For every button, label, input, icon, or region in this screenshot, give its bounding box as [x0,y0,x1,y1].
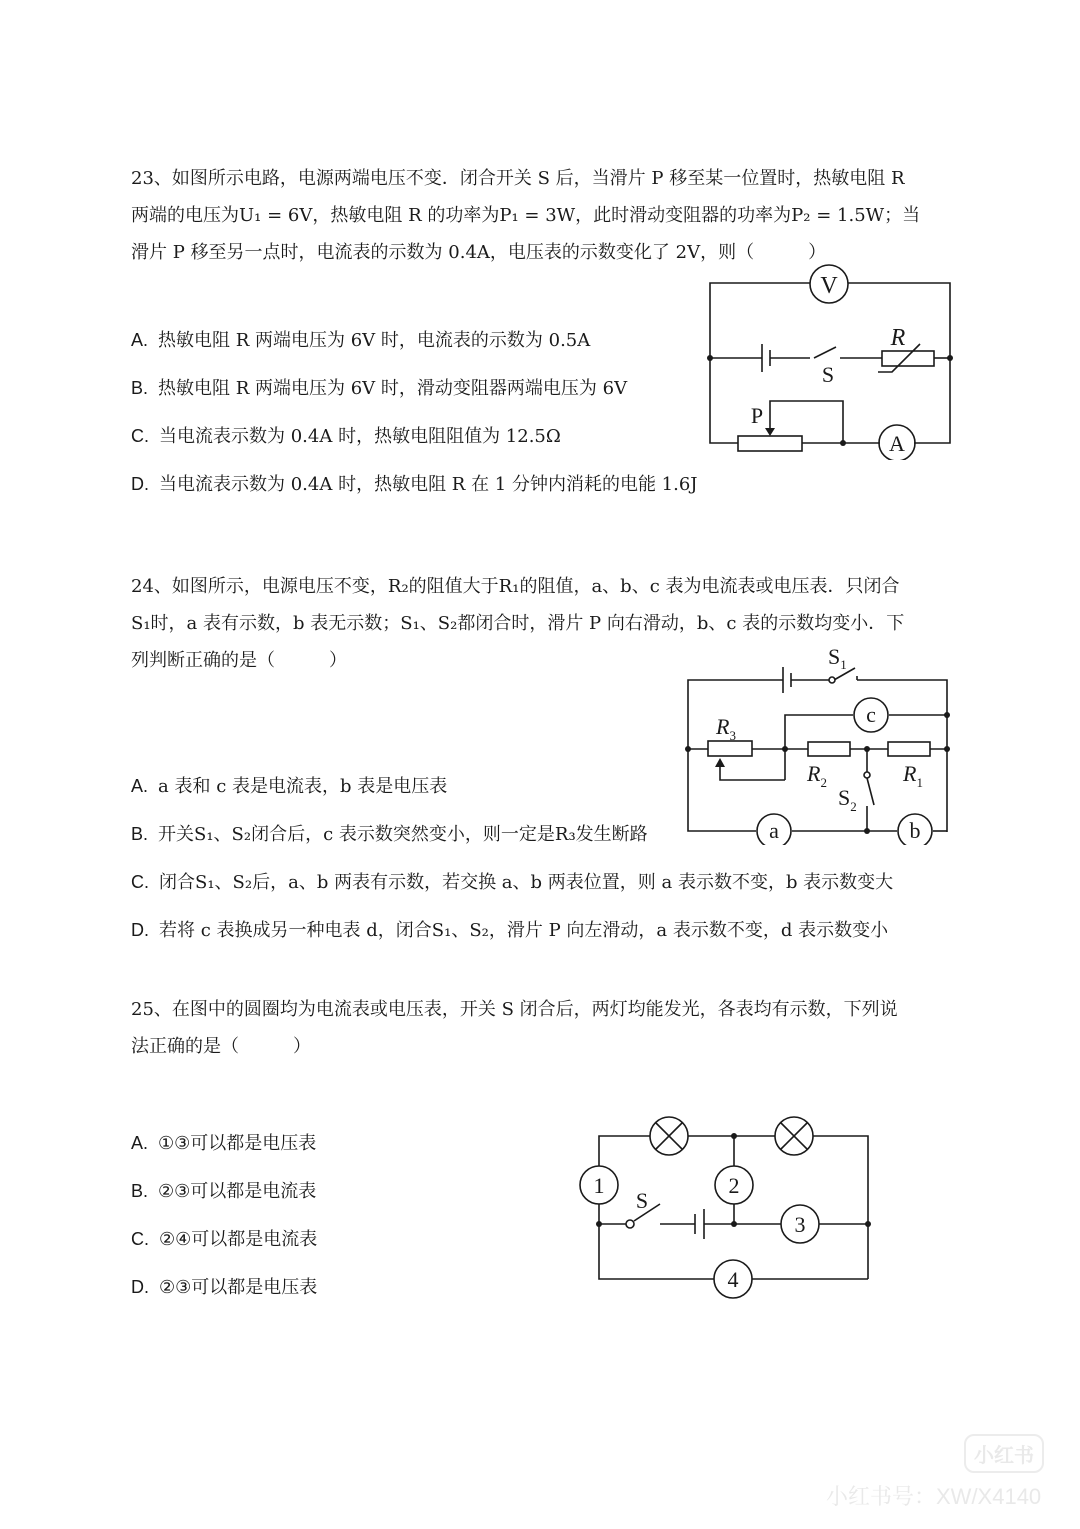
q25-option-b[interactable]: B. ②③可以都是电流表 [131,1181,317,1202]
q24-option-c[interactable]: C. 闭合S₁、S₂后，a、b 两表有示数，若交换 a、b 两表位置，则 a 表示数不变，b 表示数变大 [131,872,894,893]
q23-circuit-diagram [700,260,960,460]
q23-line3: 滑片 P 移至另一点时，电流表的示数为 0.4A，电压表的示数变化了 2V，则（ ） [131,242,827,263]
q23-option-d[interactable]: D. 当电流表示数为 0.4A 时，热敏电阻 R 在 1 分钟内消耗的电能 1.6J [131,474,698,495]
q25-circuit-diagram [570,1110,880,1310]
q24-meter-b-label: b [909,818,921,843]
svg-text:R2: $R_2$ [807,761,827,790]
q23-ammeter-label: A [889,431,905,456]
q25-line1: 25、在图中的圆圈均为电流表或电压表，开关 S 闭合后，两灯均能发光，各表均有示数，下列说 [131,999,898,1020]
q25-meter-2-label: 2 [728,1173,740,1198]
watermark-account: 小红书号：XW/X4140 [826,1484,1042,1509]
q24-meter-a-label: a [769,818,779,843]
q25-switch-label: S [635,1188,649,1213]
q25-meter-1-label: 1 [593,1173,605,1198]
q23-option-b[interactable]: B. 热敏电阻 R 两端电压为 6V 时，滑动变阻器两端电压为 6V [131,378,628,399]
q24-line3: 列判断正确的是（ ） [131,650,347,671]
q23-resistor-label: R [890,325,906,351]
q23-stem [131,160,951,271]
q24-line2: S₁时，a 表有示数，b 表无示数；S₁、S₂都闭合时，滑片 P 向右滑动，b、c 表的示数均变小．下 [131,613,905,634]
q24-meter-c-label: c [866,702,876,727]
q25-meter-4-label: 4 [727,1267,739,1292]
q25-line2: 法正确的是（ ） [131,1036,311,1057]
q23-line1: 23、如图所示电路，电源两端电压不变．闭合开关 S 后，当滑片 P 移至某一位置时，热敏电阻 R [131,168,905,189]
q23-option-a[interactable]: A. 热敏电阻 R 两端电压为 6V 时，电流表的示数为 0.5A [131,330,591,351]
q25-stem [131,991,951,1065]
q23-line2: 两端的电压为U₁ = 6V，热敏电阻 R 的功率为P₁ = 3W，此时滑动变阻器的功率为P₂ = 1.5W；当 [131,205,921,226]
q25-option-a[interactable]: A. ①③可以都是电压表 [131,1133,317,1154]
q25-meter-3-label: 3 [794,1212,806,1237]
watermark-logo: 小红书 [964,1434,1044,1473]
q23-switch-label: S [821,362,835,387]
q25-option-d[interactable]: D. ②③可以都是电压表 [131,1277,318,1298]
svg-text:R1: $R_1$ [903,761,923,790]
q24-line1: 24、如图所示，电源电压不变，R₂的阻值大于R₁的阻值，a、b、c 表为电流表或电压表．只闭合 [131,576,900,597]
svg-text:S2: $S_2$ [838,785,857,814]
q23-voltmeter-label: V [820,273,838,299]
q24-option-a[interactable]: A. a 表和 c 表是电流表，b 表是电压表 [131,776,448,797]
q24-option-b[interactable]: B. 开关S₁、S₂闭合后，c 表示数突然变小，则一定是R₃发生断路 [131,824,648,845]
q25-option-c[interactable]: C. ②④可以都是电流表 [131,1229,318,1250]
q24-option-d[interactable]: D. 若将 c 表换成另一种电表 d，闭合S₁、S₂，滑片 P 向左滑动，a 表示数不变，d 表示数变小 [131,920,889,941]
q23-slider-label: P [750,403,764,428]
q24-circuit-diagram [680,640,960,845]
q23-option-c[interactable]: C. 当电流表示数为 0.4A 时，热敏电阻阻值为 12.5Ω [131,426,561,447]
svg-text:S1: $S_1$ [828,644,847,672]
svg-text:R3: $R_3$ [716,714,736,743]
